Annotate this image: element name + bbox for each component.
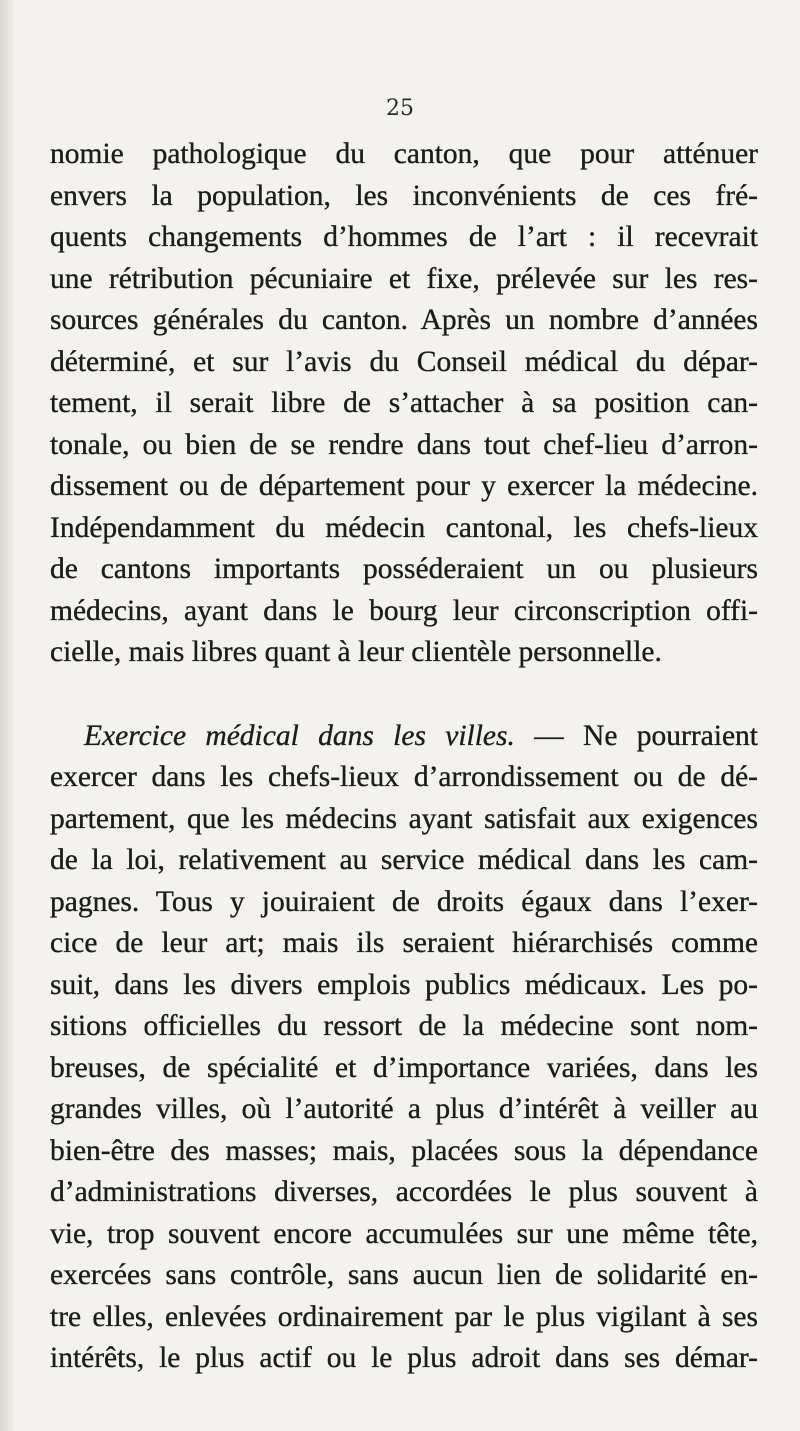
- section-first-line: [50, 716, 758, 758]
- text-line: Indépendamment du médecin cantonal, les chefs-lieux: [50, 511, 758, 544]
- text-line: partement, que les médecins ayant satisfait aux exigences: [50, 802, 758, 835]
- section-first-line-rest: — Ne pourraient: [514, 719, 758, 752]
- text-line: de cantons importants posséderaient un ou plusieurs: [50, 553, 758, 585]
- text-line: quents changements d’hommes de l’art : il recevrait: [50, 221, 758, 253]
- paragraph-gap: [50, 674, 758, 716]
- text-line: suit, dans les divers emplois publics médicaux. Les po-: [50, 968, 758, 1001]
- text-line: nomie pathologique du canton, que pour atténuer: [50, 138, 758, 170]
- page-body: [50, 134, 758, 1380]
- text-line: intérêts, le plus actif ou le plus adroit dans ses démar-: [50, 1342, 758, 1374]
- text-line: pagnes. Tous y jouiraient de droits égaux dans l’exer-: [50, 885, 758, 918]
- text-line: tre elles, enlevées ordinairement par le plus vigilant à ses: [50, 1300, 758, 1333]
- text-line: grandes villes, où l’autorité a plus d’intérêt à veiller au: [50, 1093, 758, 1125]
- text-line: bien-être des masses; mais, placées sous la dépendance: [50, 1134, 758, 1167]
- text-line: d’administrations diverses, accordées le plus souvent à: [50, 1176, 758, 1208]
- text-line: cice de leur art; mais ils seraient hiérarchisés comme: [50, 927, 758, 959]
- text-line: exercer dans les chefs-lieux d’arrondissement ou de dé-: [50, 761, 758, 793]
- text-line: dissement ou de département pour y exercer la médecine.: [50, 470, 758, 502]
- paragraph-villes: [50, 716, 758, 1380]
- text-line: vie, trop souvent encore accumulées sur une même tête,: [50, 1217, 758, 1250]
- section-title: Exercice médical dans les villes.: [84, 719, 515, 752]
- page-edge-shadow: [0, 0, 14, 1431]
- text-line: de la loi, relativement au service médical dans les cam-: [50, 844, 758, 876]
- text-line: médecins, ayant dans le bourg leur circonscription offi-: [50, 594, 758, 627]
- text-line: sources générales du canton. Après un nombre d’années: [50, 304, 758, 336]
- text-line: cielle, mais libres quant à leur clientèle personnelle.: [50, 636, 662, 668]
- text-line: tement, il serait libre de s’attacher à sa position can-: [50, 387, 758, 419]
- page-number: 25: [386, 96, 414, 121]
- text-line: tonale, ou bien de se rendre dans tout chef-lieu d’arron-: [50, 428, 758, 461]
- text-line: envers la population, les inconvénients de ces fré-: [50, 179, 758, 212]
- text-line: exercées sans contrôle, sans aucun lien de solidarité en-: [50, 1259, 758, 1291]
- text-line: une rétribution pécuniaire et fixe, prélevée sur les res-: [50, 262, 758, 295]
- text-line: breuses, de spécialité et d’importance variées, dans les: [50, 1051, 758, 1084]
- paragraph-canton: [50, 134, 758, 674]
- text-line: déterminé, et sur l’avis du Conseil médical du dépar-: [50, 345, 758, 378]
- text-line: sitions officielles du ressort de la médecine sont nom-: [50, 1010, 758, 1042]
